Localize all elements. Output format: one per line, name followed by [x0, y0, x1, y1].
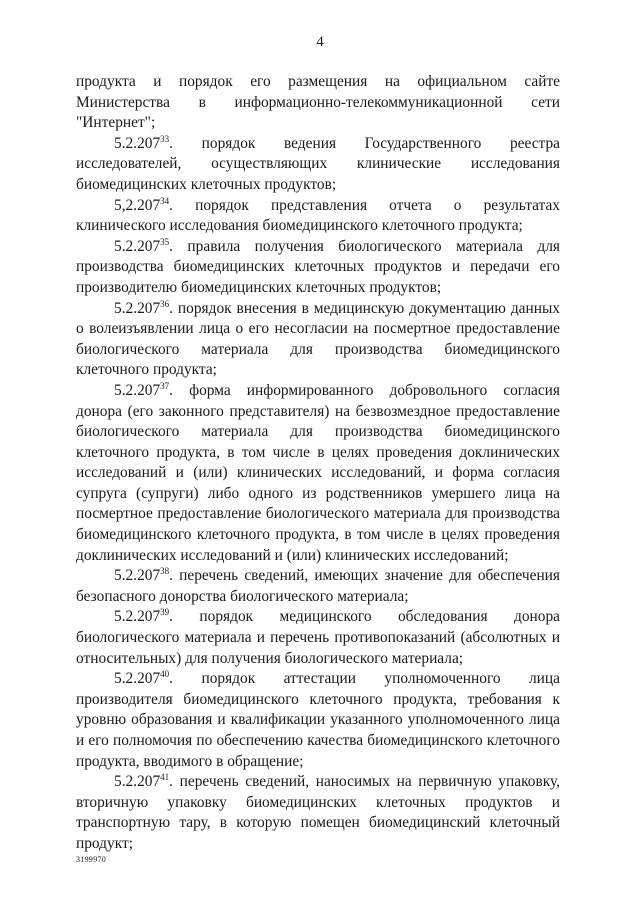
item-superscript: 34: [160, 195, 170, 206]
item-number: 5.2.207: [114, 608, 161, 626]
intro-paragraph: продукта и порядок его размещения на официальном сайте Министерства в информационно-телекоммуникационной сети "Интернет";: [76, 73, 560, 132]
item-text: . перечень сведений, имеющих значение для обеспечения безопасного донорства биологического материала;: [76, 567, 560, 605]
list-item: [76, 237, 560, 299]
item-number: 5.2.207: [114, 567, 161, 585]
item-number: 5.2.207: [114, 299, 161, 317]
item-superscript: 40: [160, 669, 170, 680]
item-superscript: 33: [160, 133, 170, 144]
item-number: 5,2.207: [114, 196, 161, 214]
item-text: . перечень сведений, наносимых на первичную упаковку, вторичную упаковку биомедицинских клеточных продуктов и транспортную тару, в которую помещен биомедицинский клеточный продукт;: [76, 773, 560, 852]
item-number: 5.2.207: [114, 134, 161, 152]
document-code: 3199970: [76, 855, 107, 864]
item-text: . правила получения биологического материала для производства биомедицинских клеточных продуктов и передачи его производителю биомедицинских клеточных продуктов;: [76, 237, 560, 296]
item-text: . порядок аттестации уполномоченного лица производителя биомедицинского клеточного продукта, требования к уровню образования и квалификации указанного уполномоченного лица и его полномочия по обеспечению качества биомедицинского клеточного продукта, вводимого в обращение;: [76, 670, 560, 770]
document-body: [76, 72, 560, 855]
item-superscript: 39: [160, 607, 170, 618]
list-item: [76, 669, 560, 772]
list-item: [76, 299, 560, 381]
list-item: [76, 134, 560, 196]
item-number: 5.2.207: [114, 670, 161, 688]
page-number: 4: [316, 34, 324, 50]
item-superscript: 38: [160, 566, 170, 577]
list-item: [76, 196, 560, 237]
list-item: [76, 381, 560, 566]
item-superscript: 37: [160, 380, 170, 391]
list-item: [76, 772, 560, 854]
list-item: [76, 607, 560, 669]
item-text: . порядок медицинского обследования донора биологического материала и перечень противопоказаний (абсолютных и относительных) для получения биологического материала;: [76, 608, 560, 667]
item-superscript: 36: [160, 298, 170, 309]
item-text: . порядок внесения в медицинскую документацию данных о волеизъявлении лица о его несогласии на посмертное предоставление биологического материала для производства биомедицинского клеточного продукта;: [76, 299, 560, 379]
item-superscript: 41: [160, 772, 170, 783]
item-number: 5.2.207: [114, 773, 161, 791]
item-text: . форма информированного добровольного согласия донора (его законного представителя) на безвозмездное предоставление биологического материала для производства биомедицинского клеточного продукта, в том числе в целях проведения доклинических исследований и (или) клинических исследований, и форма согласия супруга (супруги) либо одного из родственников умершего лица на посмертное предоставление биологического материала для производства биомедицинского клеточного продукта, в том числе в целях проведения доклинических исследований и (или) клинических исследований;: [76, 381, 560, 564]
item-text: . порядок ведения Государственного реестра исследователей, осуществляющих клинические исследования биомедицинских клеточных продуктов;: [76, 134, 560, 193]
item-superscript: 35: [160, 236, 170, 247]
item-number: 5.2.207: [114, 237, 161, 255]
item-text: . порядок представления отчета о результатах клинического исследования биомедицинского клеточного продукта;: [76, 196, 560, 235]
item-number: 5.2.207: [114, 381, 161, 399]
list-item: [76, 566, 560, 607]
